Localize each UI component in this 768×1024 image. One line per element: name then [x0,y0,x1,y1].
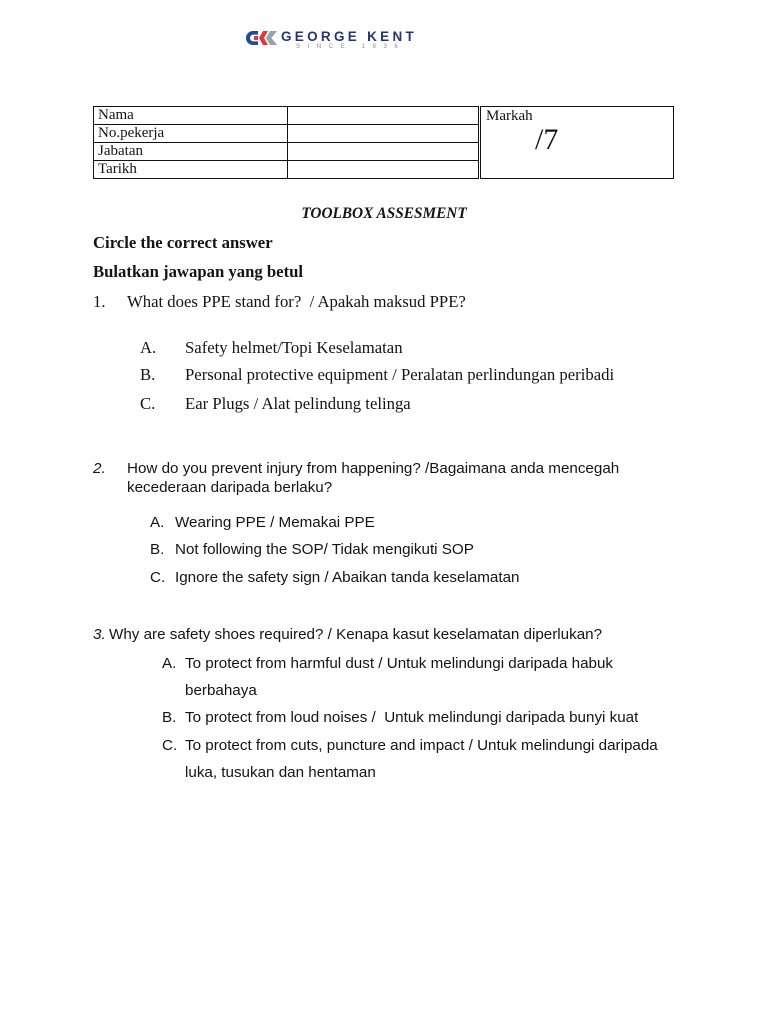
score-total: /7 [535,123,559,156]
option-1a-letter: A. [140,338,157,357]
info-label-no-pekerja: No.pekerja [94,125,288,143]
option-3a-letter: A. [162,655,177,672]
option-3b-letter: B. [162,709,177,726]
question-1-number: 1. [93,292,106,311]
info-value-no-pekerja [288,125,480,143]
info-value-jabatan [288,143,480,161]
option-1b-letter: B. [140,365,156,384]
question-1-text: What does PPE stand for? / Apakah maksud PPE? [127,292,466,311]
info-value-tarikh [288,161,480,179]
logo-mark-grey-chevron [266,31,277,45]
option-1c-letter: C. [140,394,156,413]
option-3c-letter: C. [162,737,178,754]
instruction-english: Circle the correct answer [93,233,273,252]
info-value-nama [288,107,480,125]
question-3-number: 3. [93,626,106,643]
option-2b-text: Not following the SOP/ Tidak mengikuti SOP [175,541,474,558]
question-2-text-line-2: kecederaan daripada berlaku? [127,479,333,496]
george-kent-logo-mark-icon [246,31,277,45]
option-2a-text: Wearing PPE / Memakai PPE [175,514,375,531]
option-3c-text-line-2: luka, tusukan dan hentaman [185,764,376,781]
question-2-number: 2. [93,460,106,477]
option-1a-text: Safety helmet/Topi Keselamatan [185,338,403,357]
option-1c-text: Ear Plugs / Alat pelindung telinga [185,394,411,413]
option-2b-letter: B. [150,541,165,558]
info-label-tarikh: Tarikh [94,161,288,179]
employee-info-table [93,106,674,179]
logo-brand-name: GEORGE KENT [281,29,418,44]
logo-mark-inner-bar [254,36,258,40]
question-3-text: Why are safety shoes required? / Kenapa kasut keselamatan diperlukan? [109,626,603,643]
score-label: Markah [486,108,533,124]
info-row-nama [94,107,674,125]
info-label-nama: Nama [94,107,288,125]
option-1b-text: Personal protective equipment / Peralatan perlindungan peribadi [185,365,615,384]
option-2a-letter: A. [150,514,165,531]
option-3b-text: To protect from loud noises / Untuk melindungi daripada bunyi kuat [185,709,639,726]
question-2-text-line-1: How do you prevent injury from happening? /Bagaimana anda mencegah [127,460,620,477]
option-2c-letter: C. [150,569,166,586]
option-2c-text: Ignore the safety sign / Abaikan tanda keselamatan [175,569,520,586]
option-3a-text-line-1: To protect from harmful dust / Untuk melindungi daripada habuk [185,655,614,672]
score-box [480,107,674,179]
option-3a-text-line-2: berbahaya [185,682,257,699]
logo-tagline: SINCE 1936 [296,44,406,50]
page-title: TOOLBOX ASSESMENT [301,205,467,222]
instruction-malay: Bulatkan jawapan yang betul [93,262,304,281]
option-3c-text-line-1: To protect from cuts, puncture and impact / Untuk melindungi daripada [185,737,658,754]
info-label-jabatan: Jabatan [94,143,288,161]
